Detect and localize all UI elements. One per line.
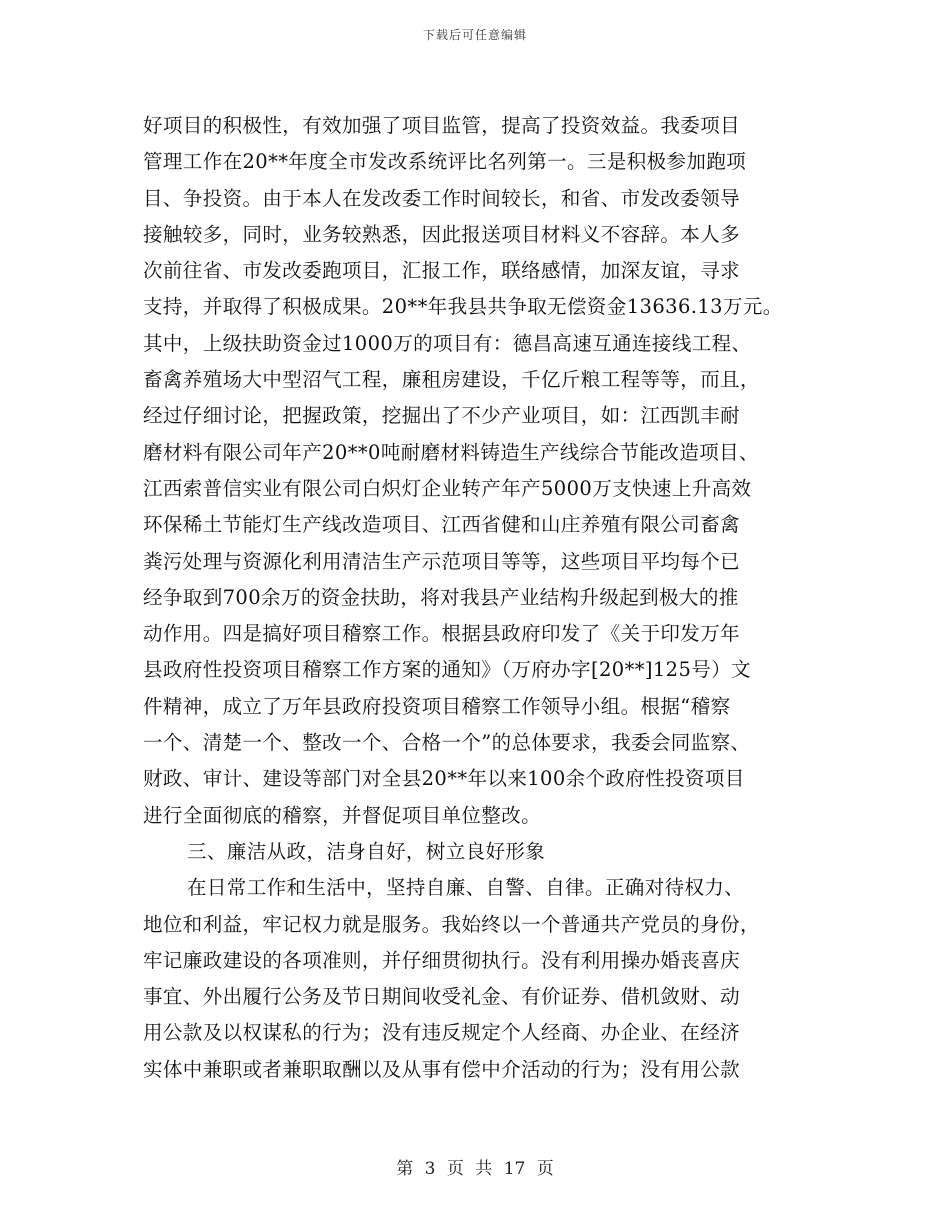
document-body [143,108,833,1088]
body-line: 动作用。四是搞好项目稽察工作。根据县政府印发了《关于印发万年 [143,622,741,646]
body-line: 畜禽养殖场大中型沼气工程，廉租房建设，千亿斤粮工程等等，而且， [143,368,760,392]
body-line: 江西索普信实业有限公司白炽灯企业转产年产5000万支快速上升高效 [143,476,752,500]
section-line: 实体中兼职或者兼职取酬以及从事有偿中介活动的行为；没有用公款 [143,1057,741,1081]
body-line: 环保稀土节能灯生产线改造项目、江西省健和山庄养殖有限公司畜禽 [143,513,741,537]
section-line: 牢记廉政建设的各项准则，并仔细贯彻执行。没有利用操办婚丧喜庆 [143,948,741,972]
body-line: 县政府性投资项目稽察工作方案的通知》（万府办字[20**]125号）文 [143,658,751,682]
body-line: 财政、审计、建设等部门对全县20**年以来100余个政府性投资项目 [143,767,745,791]
body-line: 经争取到700余万的资金扶助，将对我县产业结构升级起到极大的推 [143,585,739,609]
body-line: 接触较多，同时，业务较熟悉，因此报送项目材料义不容辞。本人多 [143,222,741,246]
section-line: 地位和利益，牢记权力就是服务。我始终以一个普通共产党员的身份， [143,912,760,936]
body-line: 件精神，成立了万年县政府投资项目稽察工作领导小组。根据“稽察 [143,694,731,718]
body-line: 管理工作在20**年度全市发改系统评比名列第一。三是积极参加跑项 [143,150,747,174]
body-line: 目、争投资。由于本人在发改委工作时间较长，和省、市发改委领导 [143,186,741,210]
page-header-note: 下载后可任意编辑 [422,28,527,42]
body-line: 其中，上级扶助资金过1000万的项目有：德昌高速互通连接线工程、 [143,331,752,355]
body-line: 磨材料有限公司年产20**0吨耐磨材料铸造生产线综合节能改造项目、 [143,440,759,464]
body-line: 经过仔细讨论，把握政策，挖掘出了不少产业项目，如：江西凯丰耐 [143,404,741,428]
body-line: 一个、清楚一个、整改一个、合格一个”的总体要求，我委会同监察、 [143,731,751,755]
section-line: 用公款及以权谋私的行为；没有违反规定个人经商、办企业、在经济 [143,1021,741,1045]
body-line: 支持，并取得了积极成果。20**年我县共争取无偿资金13636.13万元。 [143,295,783,319]
body-line: 次前往省、市发改委跑项目，汇报工作，联络感情，加深友谊，寻求 [143,259,741,283]
section-line: 事宜、外出履行公务及节日期间收受礼金、有价证券、借机敛财、动 [143,985,741,1009]
section-line: 在日常工作和生活中，坚持自廉、自警、自律。正确对待权力、 [187,876,745,900]
body-line: 粪污处理与资源化利用清洁生产示范项目等等，这些项目平均每个已 [143,549,741,573]
body-line: 好项目的积极性，有效加强了项目监管，提高了投资效益。我委项目 [143,114,741,137]
section-heading: 三、廉洁从政，洁身自好，树立良好形象 [187,839,546,863]
page-number: 第 3 页 共 17 页 [396,1159,554,1179]
body-line: 进行全面彻底的稽察，并督促项目单位整改。 [143,803,542,827]
